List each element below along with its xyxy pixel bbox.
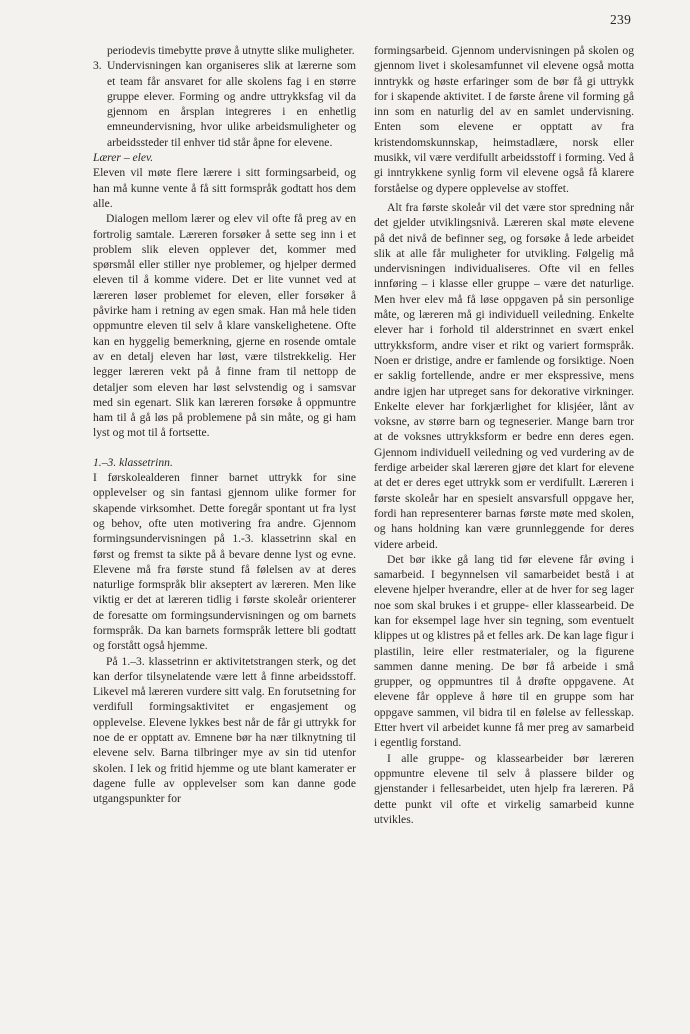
- paragraph: formingsarbeid. Gjennom undervisningen på skolen og gjennom livet i skolesamfunnet vil elevene også motta inntrykk og høste erfaringer som de bør få gi uttrykk for i skapende aktivitet. I de første årene vil forming gå inn som en naturlig del av en samlet undervisning. Enten som elevene er opptatt av fra kristendomskunnskap, heimstadlære, norsk eller musikk, vil være verdifullt arbeidsstoff i forming. Ved å gi inntrykkene synlig form vil elevene også få klarere forståelse og dypere opplevelse av stoffet.: [374, 44, 634, 195]
- paragraph: Dialogen mellom lærer og elev vil ofte få preg av en fortrolig samtale. Læreren forsøker å sette seg inn i et problem slik eleven opplever det, kommer med spørsmål eller stiller nye problemer, og hjelper dermed eleven til å komme videre. Det er lite vunnet ved at læreren løser problemet for eleven, eller forsøker å påvirke ham i retning av egen smak. Han må hele tiden oppmuntre eleven til selv å klare vanskelighetene. Ofte kan en hyggelig bemerkning, gjerne en rosende omtale av en detalj eleven har løst, være tilstrekkelig. Her legger læreren vekt på å finne fram til nettopp de detaljer som eleven har løst selvstendig og i samsvar med sin egenart. Slik kan læreren forsøke å oppmuntre ham til å gå løs på problemene på sin måte, og gi ham lyst og mot til å fortsette.: [93, 212, 356, 440]
- section-heading-teacher-student: Lærer – elev.: [93, 151, 154, 165]
- paragraph: På 1.–3. klassetrinn er aktivitetstrangen sterk, og det kan derfor tilsynelatende være lett å finne arbeidsstoff. Likevel må læreren vurdere sitt valg. En forutsetning for verdifull formingsaktivitet er engasjement og opplevelse. Elevene lykkes best når de får gi uttrykk for noe de er opptatt av. Emnene bør ha nær tilknytning til elevene selv. Barna tilbringer mye av sin tid utenfor skolen. I lek og fritid hjemme og ute blant kamerater er dagene fulle av opplevelser som kan danne gode utgangspunkter for: [93, 654, 356, 806]
- section-heading-grades-1-3: 1.–3. klassetrinn.: [93, 455, 173, 469]
- paragraph: I førskolealderen finner barnet uttrykk for sine opplevelser og sin fantasi gjennom ulike former for skapende virksomhet. Dette foregår spontant ut fra lyst og behov, ofte uten motivering fra andre. Gjennom formingsundervisningen på 1.-3. klassetrinn skal en først og fremst ta sikte på å bevare denne lyst og evne. Elevene må fra første stund få følelsen av at deres naturlige formspråk blir akseptert av læreren. Men like viktig er det at læreren tidlig i første skoleår orienterer de foresatte om formingsundervisningen og om barnets formspråk. Da kan barnets formspråk lettere bli godtatt og forstått også hjemme.: [93, 471, 356, 653]
- list-item-number: 3.: [93, 59, 102, 73]
- paragraph: Eleven vil møte flere lærere i sitt formingsarbeid, og han må kunne vente å få sitt formspråk godtatt hos dem alle.: [93, 166, 356, 210]
- page-number: 239: [610, 12, 632, 27]
- paragraph: Det bør ikke gå lang tid før elevene får øving i samarbeid. I begynnelsen vil samarbeidet bestå i at elevene hjelper hverandre, eller at de hver for seg lager noe som skal brukes i et gruppe- eller klassearbeid. De kan for eksempel lage hver sin tegning, som eventuelt klippes ut og klistres på et felles ark. De kan lage figur i plastilin, leire eller restmaterialer, og la figurene sammen danne mening. De bør få arbeide i små grupper, og oppmuntres til å drøfte oppgavene. At elevene får oppleve å høre til en gruppe som har oppgave sammen, vil bidra til en følelse av fellesskap. Etter hvert vil arbeidet kunne få mer preg av samarbeid i egentlig forstand.: [374, 552, 634, 750]
- list-continuation: periodevis timebytte prøve å utnytte slike muligheter.: [107, 44, 355, 57]
- right-column: [374, 43, 634, 827]
- list-item-text: Undervisningen kan organiseres slik at lærerne som et team får ansvaret for alle skolens fag i en større gruppe elever. Forming og andre uttrykksfag vil da gjennom en årsplan integreres i en enhetlig emneundervisning, hvor ulike arbeidsmuligheter og arbeidssteder til enhver tid står åpne for elevene.: [107, 59, 356, 149]
- paragraph: I alle gruppe- og klassearbeider bør læreren oppmuntre elevene til selv å plassere bilder og gjenstander i fellesarbeidet, uten hjelp fra læreren. På dette punkt vil ofte et virkelig samarbeid kunne utvikles.: [374, 751, 634, 826]
- left-column: [93, 43, 356, 807]
- list-item-3: [93, 58, 356, 150]
- paragraph: Alt fra første skoleår vil det være stor spredning når det gjelder utviklingsnivå. Læreren skal møte elevene på det nivå de befinner seg, og forsøke å lede arbeidet slik at alle får muligheter for utvikling. Følgelig må undervisningen individualiseres. Ofte vil en felles innføring – i klasse eller gruppe – være det naturlige. Men hver elev må få løse oppgaven på sin personlige måte, og læreren må gi individuell veiledning. Enkelte elever har i forhold til alderstrinnet en svært enkel uttrykksform, andre viser et rikt og variert formspråk. Noen er dristige, andre er famlende og forsiktige. Noen er saklig fortellende, andre er mer ekspressive, mens andre igjen har utpreget sans for dekorative virkninger. Enkelte elever har forkjærlighet for klisjéer, lånt av voksne, av større barn og tegneserier. Mange barn tror at de voksnes uttrykksform er bedre enn deres egen. Gjennom individuell veiledning og ved vurdering av de ferdige arbeider skal læreren gjøre det klart for elevene at det er deres eget uttrykk som er verdifullt. Læreren i første skoleår har en spesielt ansvarsfull oppgave her, fordi han representerer barnas første møte med skolen, og hans holdning kan være grunnleggende for deres videre arbeid.: [374, 200, 634, 551]
